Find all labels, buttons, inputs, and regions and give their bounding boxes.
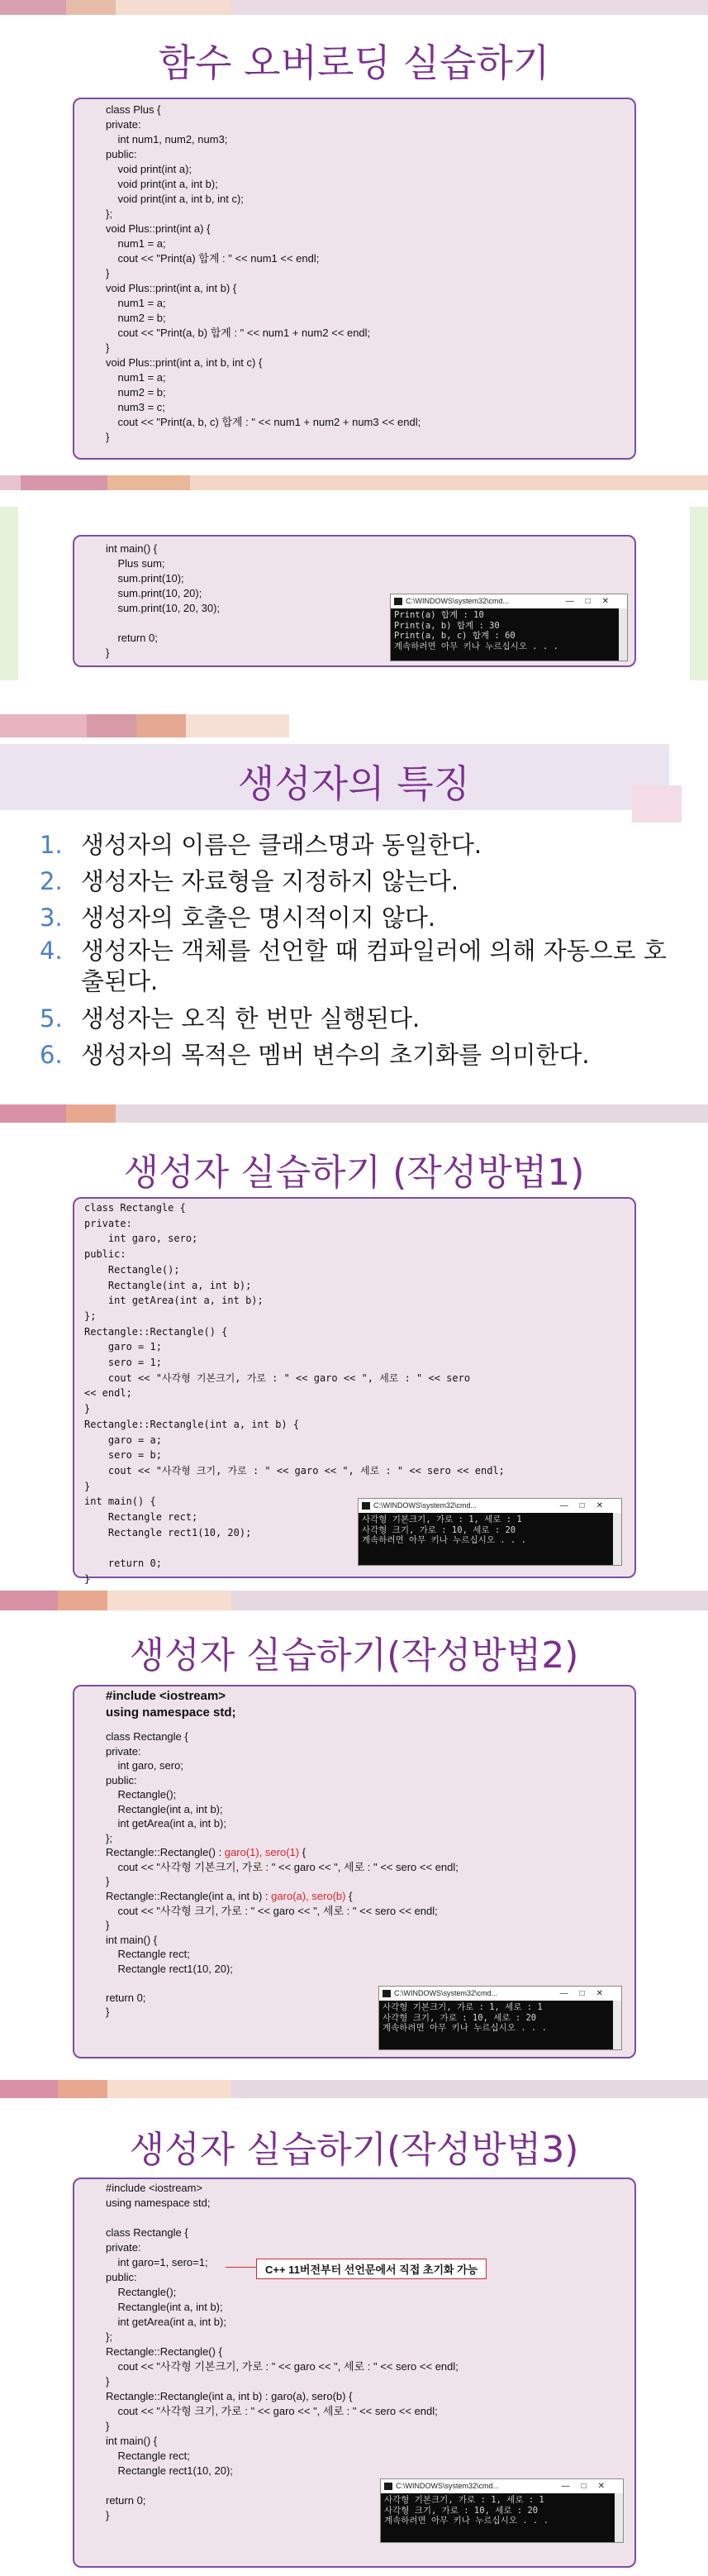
console-title: C:\WINDOWS\system32\cmd... (396, 2482, 500, 2490)
console-output: 사각형 기본크기, 가로 : 1, 세로 : 1 사각형 크기, 가로 : 10, 세로 : 20 계속하려면 아무 키나 누르십시오 . . . (384, 2495, 549, 2526)
scrollbar[interactable] (615, 2493, 623, 2542)
terminal-icon (383, 1990, 391, 1997)
side-accent-left (0, 507, 18, 680)
decorative-bar (0, 1591, 708, 1610)
terminal-icon (384, 2483, 392, 2490)
decorative-bar (0, 714, 708, 737)
scrollbar[interactable] (613, 2001, 621, 2049)
console-titlebar (381, 2479, 623, 2493)
console-window (358, 1498, 622, 1566)
code-head: #include <iostream> using namespace std; class Rectangle { private: (106, 2182, 211, 2254)
code-class: class Rectangle { private: int garo, sero; public: Rectangle(); Rectangle(int a, int b); int getArea(int a, int b); }; (106, 1730, 226, 1844)
list-item: 5. 생성자는 오직 한 번만 실행된다. (40, 1004, 421, 1033)
list-item: 1. 생성자의 이름은 클래스명과 동일한다. (40, 831, 482, 859)
slide-constructor-3 (0, 2067, 708, 2576)
list-item: 4. 생성자는 객체를 선언할 때 컴파일러에 의해 자동으로 호출된다. (40, 937, 667, 995)
feature-list (40, 827, 676, 1073)
decorative-bar (0, 475, 708, 490)
slide-title: 생성자 실습하기(작성방법3) (129, 2129, 579, 2171)
code-block: int main() { Plus sum; sum.print(10); sum.print(10, 20); sum.print(10, 20, 30); return 0; } (106, 542, 221, 659)
console-window (390, 594, 628, 661)
console-window (380, 2478, 624, 2543)
terminal-icon (394, 598, 402, 605)
console-title: C:\WINDOWS\system32\cmd... (406, 597, 510, 605)
side-accent-right (690, 507, 708, 680)
decorative-bar (0, 2080, 708, 2098)
window-controls[interactable]: —□✕ (565, 597, 620, 606)
initializer-list: garo(a), sero(b) (271, 1890, 346, 1902)
slide-title: 생성자 실습하기(작성방법2) (129, 1634, 579, 1677)
console-titlebar (359, 1499, 621, 1513)
console-titlebar (379, 1987, 621, 2001)
list-item: 2. 생성자는 자료형을 지정하지 않는다. (40, 867, 459, 895)
callout-arrow (226, 2267, 257, 2268)
code-box (73, 98, 636, 460)
slide-constructor-1 (0, 1100, 708, 1587)
slide-title: 함수 오버로딩 실습하기 (158, 41, 550, 85)
slide-title: 생성자의 특징 (237, 761, 471, 806)
console-output: Print(a) 합계 : 10 Print(a, b) 합계 : 30 Print(a, b, c) 합계 : 60 계속하려면 아무 키나 누르십시오 . . . (394, 610, 558, 651)
scrollbar[interactable] (613, 1513, 621, 1565)
terminal-icon (362, 1502, 370, 1510)
member-initializer: int garo=1, sero=1; (106, 2256, 208, 2268)
list-item: 3. 생성자의 호출은 명시적이지 않다. (40, 904, 436, 932)
slide-overloading-main (0, 467, 708, 703)
console-title: C:\WINDOWS\system32\cmd... (394, 1989, 498, 1997)
console-output: 사각형 기본크기, 가로 : 1, 세로 : 1 사각형 크기, 가로 : 10, 세로 : 20 계속하려면 아무 키나 누르십시오 . . . (383, 2002, 547, 2033)
slide-title: 생성자 실습하기 (작성방법1) (123, 1152, 585, 1194)
decorative-bar (0, 1104, 708, 1123)
console-title: C:\WINDOWS\system32\cmd... (373, 1501, 478, 1510)
callout-note: C++ 11버전부터 선언문에서 직접 초기화 가능 (256, 2259, 487, 2279)
code-block: class Rectangle { private: int garo, sero; public: Rectangle(); Rectangle(int a, int b); int getArea(int a, int b); }; Rectangle::Rectangle() { garo = 1; sero = 1; cout << "사각형 기본크기, 가로 : " << garo << ", 세로 : " << sero << endl; } Rectangle::Rectangle(int a, int b) { garo = a; sero = b; cout << "사각형 크기, 가로 : " << garo << ", 세로 : " << sero << endl; } int main() { Rectangle rect; Rectangle rect1(10, 20); return 0; } (84, 1202, 505, 1585)
console-titlebar (391, 594, 627, 608)
slide-constructor-2 (0, 1587, 708, 2067)
list-item: 6. 생성자의 목적은 멤버 변수의 초기화를 의미한다. (40, 1041, 590, 1069)
code-constructor-2: Rectangle::Rectangle(int a, int b) : garo(a), sero(b) { cout << "사각형 크기, 가로 : " << garo << ", 세로 : " << sero << endl; } int main() { Rectangle rect; Rectangle rect1(10, 20); return 0; } (106, 1890, 438, 2018)
scrollbar[interactable] (619, 608, 627, 661)
slide-overloading (0, 0, 708, 467)
window-controls[interactable]: —□✕ (559, 1501, 615, 1510)
console-output: 사각형 기본크기, 가로 : 1, 세로 : 1 사각형 크기, 가로 : 10, 세로 : 20 계속하려면 아무 키나 누르십시오 . . . (362, 1515, 526, 1545)
window-controls[interactable]: —□✕ (559, 1989, 615, 1998)
decorative-bar (0, 0, 708, 15)
code-constructors: Rectangle::Rectangle() : garo(1), sero(1) { cout << "사각형 기본크기, 가로 : " << garo << ", 세로 : " << sero << endl; } (106, 1846, 459, 1887)
code-include: #include <iostream> using namespace std; (106, 1689, 236, 1720)
code-body: public: Rectangle(); Rectangle(int a, int b); int getArea(int a, int b); }; Rectangle::Rectangle() { cout << "사각형 기본크기, 가로 : " << garo << ", 세로 : " << sero << endl; } Rectangle::Rectangle(int a, int b) : garo(a), sero(b) { cout << "사각형 크기, 가로 : " << garo << ", 세로 : " << sero << endl; } int main() { Rectangle rect; Rectangle rect1(10, 20); return 0; } (106, 2271, 459, 2521)
console-window (378, 1986, 622, 2050)
initializer-list: garo(1), sero(1) (224, 1846, 300, 1858)
code-block: class Plus { private: int num1, num2, num3; public: void print(int a); void print(int a, int b); void print(int a, int b, int c); }; void Plus::print(int a) { num1 = a; cout << "Print(a) 합계 : " << num1 << endl; } void Plus::print(int a, int b) { num1 = a; num2 = b; cout << "Print(a, b) 합계 : " << num1 + num2 << endl; } void Plus::print(int a, int b, int c) { num1 = a; num2 = b; num3 = c; cout << "Print(a, b, c) 합계 : " << num1 + num2 + num3 << endl; } (106, 103, 421, 443)
window-controls[interactable]: —□✕ (561, 2482, 616, 2491)
